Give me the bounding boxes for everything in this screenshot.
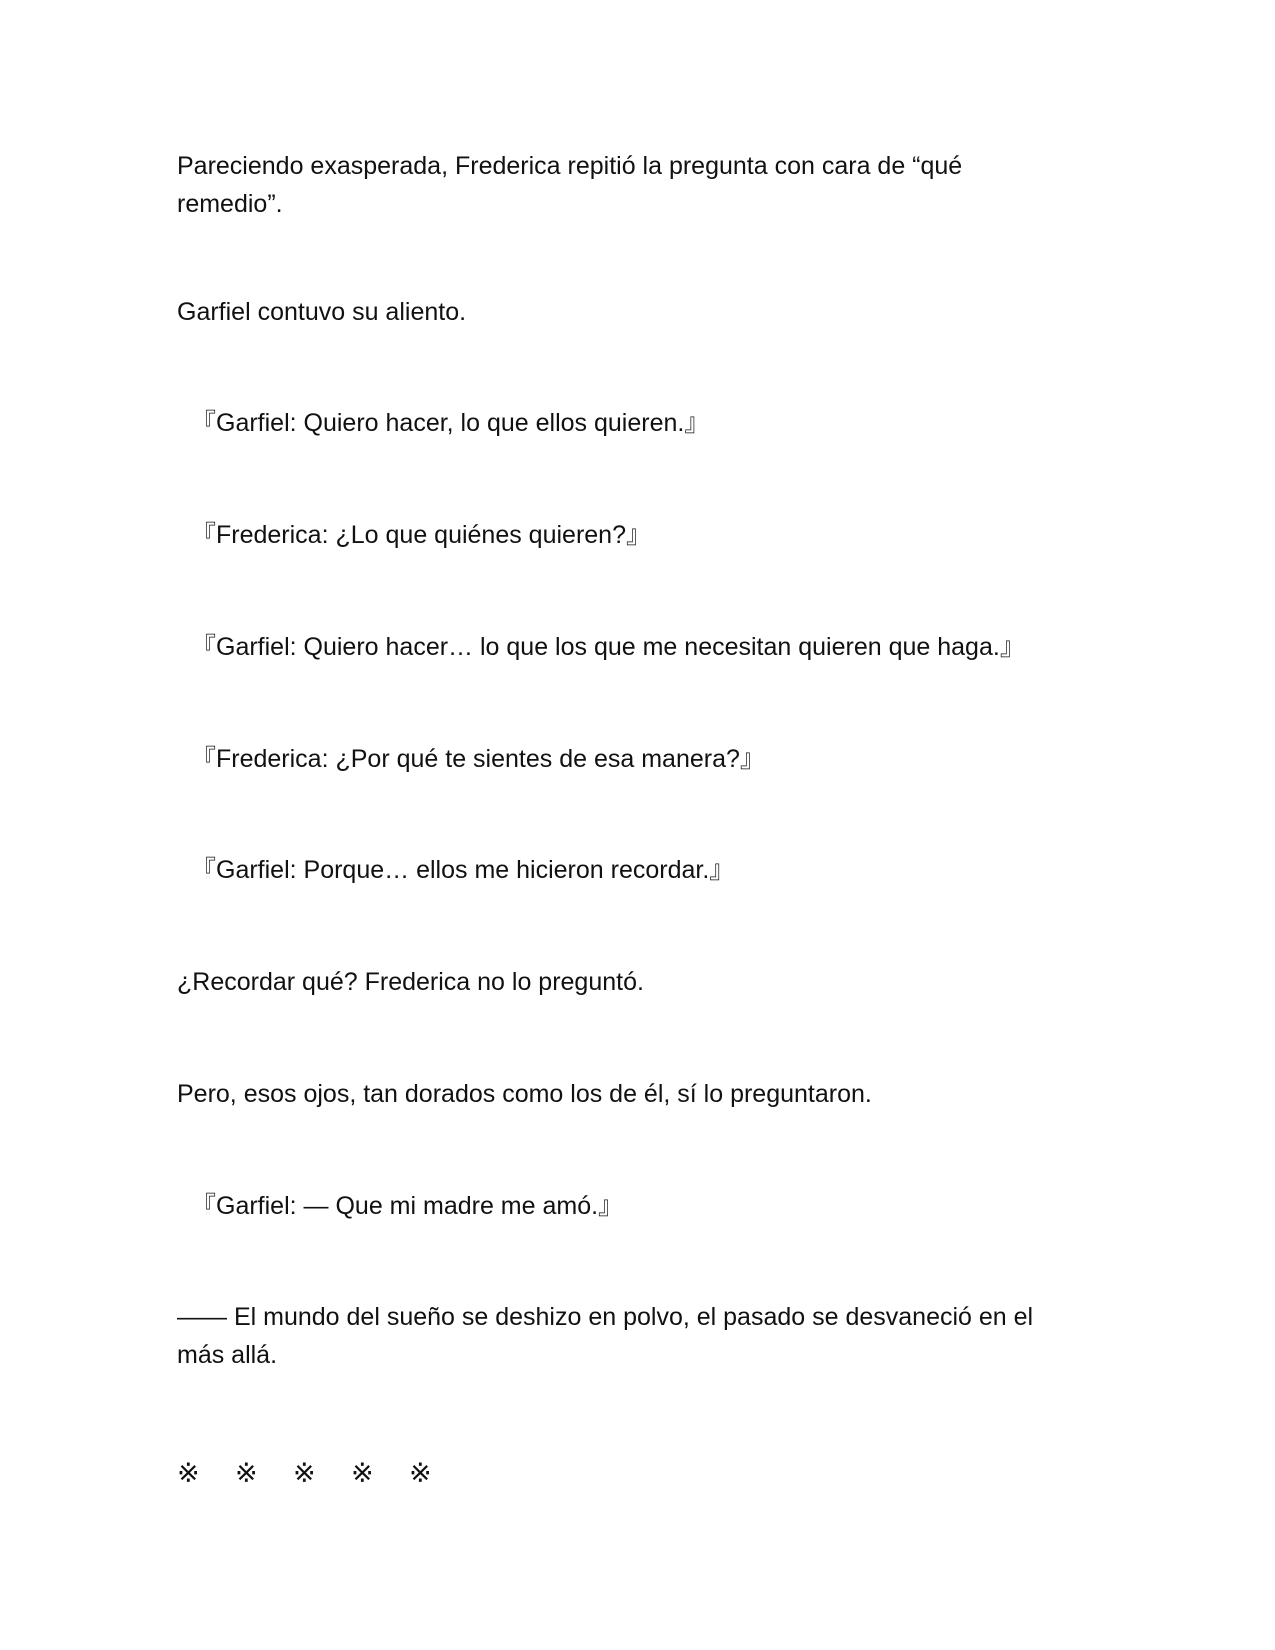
- paragraph-3: ¿Recordar qué? Frederica no lo preguntó.: [177, 968, 644, 996]
- scene-break: [177, 1455, 467, 1493]
- paragraph-5-line-1: —— El mundo del sueño se deshizo en polvo, el pasado se desvaneció en el: [177, 1303, 1034, 1331]
- paragraph-1-line-2: remedio”.: [177, 190, 283, 218]
- dialogue-6: 『Garfiel: — Que mi madre me amó.』: [191, 1192, 624, 1220]
- scene-break-mark: ※: [235, 1458, 258, 1489]
- scene-break-mark: ※: [293, 1458, 316, 1489]
- scene-break-mark: ※: [409, 1458, 432, 1489]
- paragraph-5-line-2: más allá.: [177, 1341, 278, 1369]
- dialogue-5: 『Garfiel: Porque… ellos me hicieron recordar.』: [191, 856, 735, 884]
- scene-break-mark: ※: [177, 1458, 200, 1489]
- dialogue-1: 『Garfiel: Quiero hacer, lo que ellos quieren.』: [191, 409, 710, 437]
- dialogue-4: 『Frederica: ¿Por qué te sientes de esa manera?』: [191, 745, 765, 773]
- dialogue-3: 『Garfiel: Quiero hacer… lo que los que me necesitan quieren que haga.』: [191, 633, 1025, 661]
- paragraph-4: Pero, esos ojos, tan dorados como los de él, sí lo preguntaron.: [177, 1080, 872, 1108]
- paragraph-1-line-1: Pareciendo exasperada, Frederica repitió la pregunta con cara de “qué: [177, 152, 963, 180]
- paragraph-2: Garfiel contuvo su aliento.: [177, 298, 467, 326]
- scene-break-mark: ※: [351, 1458, 374, 1489]
- dialogue-2: 『Frederica: ¿Lo que quiénes quieren?』: [191, 521, 651, 549]
